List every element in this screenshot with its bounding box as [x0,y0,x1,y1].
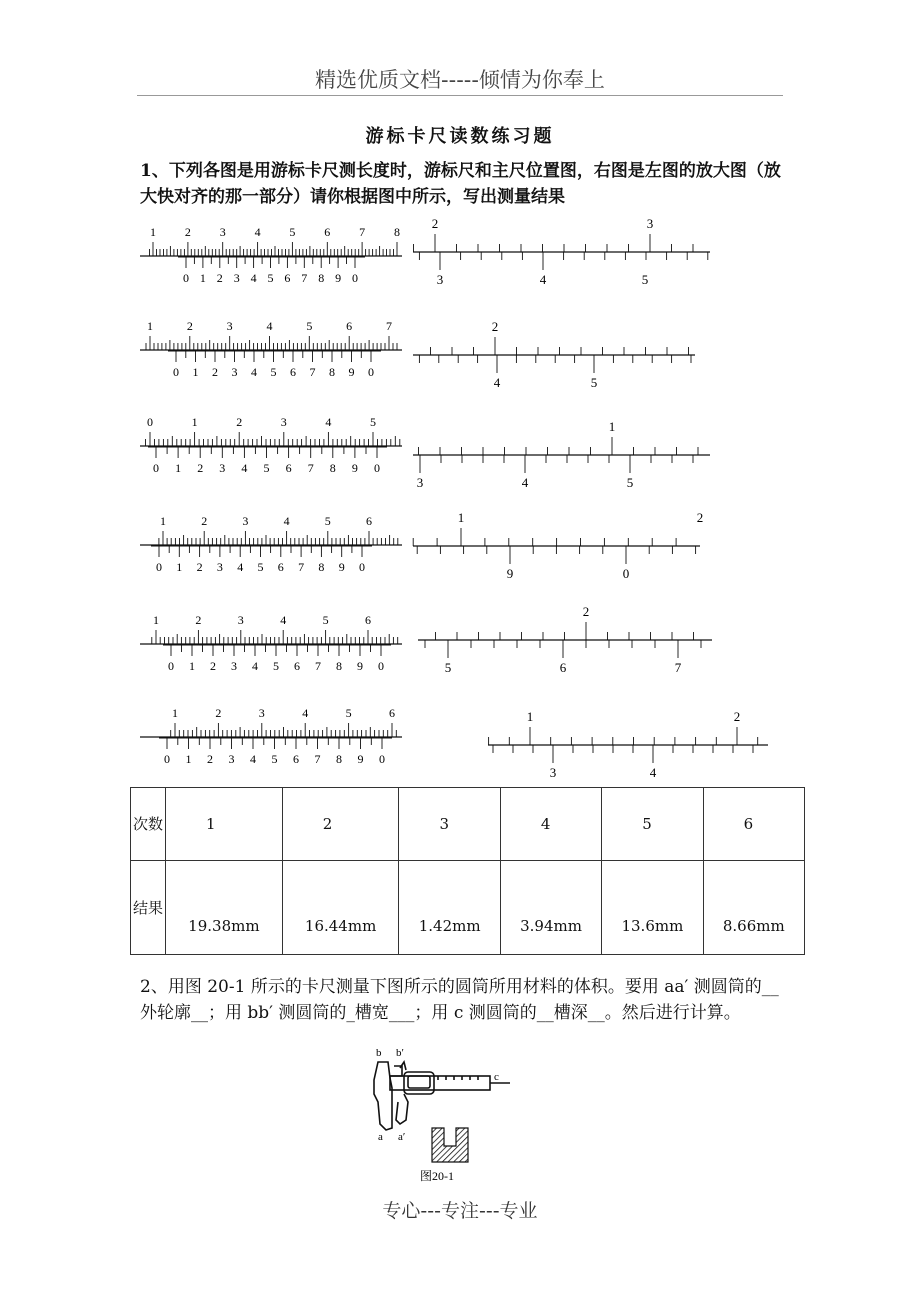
vernier-scale-label: 0 [173,365,179,379]
table-cell: 6 [703,788,804,861]
vernier-scale-label: 5 [257,560,264,574]
main-scale-label: 7 [386,319,392,333]
main-scale-label: 1 [160,514,166,528]
zoom-vernier-label: 5 [626,475,634,490]
vernier-scale-label: 0 [164,752,170,766]
vernier-scale-label: 8 [318,560,325,574]
caliper-label-a: a [378,1131,383,1143]
vernier-figure-3 [140,415,710,490]
table-cell: 5 [602,788,703,861]
caliper-label-b: b [376,1047,382,1059]
main-scale-label: 1 [147,319,153,333]
main-scale-label: 5 [306,319,313,333]
vernier-scale-label: 9 [335,271,342,285]
vernier-scale-label: 5 [267,271,274,285]
zoom-vernier-label: 3 [549,765,557,780]
zoom-vernier-label: 4 [521,475,529,490]
vernier-scale-label: 1 [189,659,195,673]
main-scale-label: 4 [266,319,273,333]
main-scale-label: 2 [236,415,243,429]
main-scale-label: 5 [322,613,329,627]
table-row-numbers [131,788,805,861]
main-scale-label: 3 [219,225,226,239]
main-scale-label: 2 [201,514,208,528]
main-scale-label: 7 [359,225,366,239]
main-scale-label: 6 [324,225,331,239]
zoom-main-label: 3 [646,216,654,231]
vernier-scale-label: 7 [307,461,314,475]
vernier-scale-label: 5 [271,752,278,766]
cylinder-section-icon [432,1128,468,1162]
vernier-scale-label: 4 [252,659,258,673]
vernier-scale-label: 3 [233,271,240,285]
vernier-scale-label: 1 [192,365,199,379]
vernier-scale-label: 6 [284,271,291,285]
vernier-scale-label: 7 [315,659,321,673]
main-scale-label: 3 [242,514,249,528]
main-scale-label: 4 [325,415,332,429]
vernier-scale-label: 4 [251,365,257,379]
vernier-scale-label: 8 [329,365,335,379]
vernier-scale-label: 7 [309,365,316,379]
main-scale-label: 6 [346,319,353,333]
vernier-figure-1 [140,216,710,287]
vernier-scale-label: 7 [301,271,308,285]
vernier-scale-label: 2 [212,365,218,379]
zoom-vernier-label: 6 [559,660,567,675]
header-title: 精选优质文档-----倾情为你奉上 [315,68,605,92]
main-scale-label: 5 [324,514,331,528]
main-scale-label: 1 [191,415,198,429]
vernier-scale-label: 3 [216,560,223,574]
vernier-figure-5 [140,604,712,675]
document-title: 游标卡尺读数练习题 [365,126,555,147]
zoom-vernier-label: 7 [674,660,682,675]
vernier-scale-label: 0 [374,461,380,475]
vernier-scale-label: 2 [207,752,213,766]
vernier-scale-label: 1 [175,461,182,475]
main-scale-label: 4 [254,225,261,239]
zoom-main-label: 2 [582,604,590,619]
vernier-scale-label: 6 [277,560,284,574]
vernier-scale-label: 2 [216,271,223,285]
row-label-result: 结果 [131,861,166,955]
vernier-scale-label: 6 [293,752,299,766]
main-scale-label: 2 [195,613,202,627]
zoom-main-label: 2 [733,709,741,724]
table-cell: 8.66mm [703,861,804,955]
question-2-text: 2、用图 20-1 所示的卡尺测量下图所示的圆筒所用材料的体积。要用 aa′ 测圆筒的__外轮廓__；用 bb′ 测圆筒的_槽宽___；用 c 测圆筒的__槽深__。然后进行计算。 [140,977,779,1023]
vernier-scale-label: 0 [153,461,159,475]
main-scale-label: 5 [289,225,296,239]
main-scale-label: 3 [280,415,287,429]
row-label-count: 次数 [131,788,166,861]
vernier-scale-label: 0 [168,659,174,673]
vernier-scale-label: 9 [348,365,355,379]
main-scale-label: 4 [283,514,290,528]
main-scale-label: 1 [172,706,178,720]
vernier-scale-label: 2 [197,461,204,475]
table-cell: 1.42mm [399,861,500,955]
main-scale-label: 0 [147,415,153,429]
vernier-scale-label: 0 [352,271,358,285]
caliper-illustration [360,1040,520,1190]
vernier-scale-label: 6 [290,365,296,379]
main-scale-label: 3 [258,706,265,720]
question-1-text: 1、下列各图是用游标卡尺测长度时，游标尺和主尺位置图，右图是左图的放大图（放大快对齐的那一部分）请你根据图中所示，写出测量结果 [140,161,781,207]
vernier-scale-label: 4 [241,461,248,475]
main-scale-label: 6 [365,613,371,627]
table-cell: 3 [399,788,500,861]
table-cell: 13.6mm [602,861,703,955]
main-scale-label: 4 [302,706,309,720]
caliper-label-b-prime: b′ [396,1047,404,1059]
vernier-scale-label: 1 [176,560,183,574]
vernier-scale-label: 9 [357,752,364,766]
vernier-scale-label: 0 [379,752,385,766]
vernier-scale-label: 8 [329,461,336,475]
main-scale-label: 8 [394,225,400,239]
vernier-scale-label: 0 [156,560,162,574]
table-cell: 1 [166,788,283,861]
vernier-scale-label: 6 [285,461,292,475]
zoom-vernier-label: 0 [622,566,630,581]
vernier-scale-label: 5 [273,659,279,673]
vernier-scale-label: 3 [228,752,235,766]
vernier-scale-label: 3 [219,461,226,475]
caliper-label-a-prime: a′ [398,1131,406,1143]
vernier-scale-label: 8 [336,659,342,673]
zoom-main-label: 1 [526,709,534,724]
main-scale-label: 5 [345,706,352,720]
zoom-main-label: 2 [491,319,499,334]
main-scale-label: 3 [237,613,244,627]
vernier-scale-label: 0 [359,560,365,574]
zoom-vernier-label: 4 [493,375,501,390]
table-row-results [131,861,805,955]
vernier-scale-label: 7 [298,560,305,574]
vernier-scale-label: 5 [263,461,270,475]
vernier-scale-label: 0 [368,365,374,379]
vernier-scale-label: 9 [351,461,358,475]
vernier-scale-label: 0 [183,271,189,285]
caliper-icon [374,1062,510,1130]
vernier-scale-label: 2 [196,560,203,574]
zoom-vernier-label: 5 [590,375,598,390]
zoom-main-label: 1 [608,419,616,434]
vernier-scale-label: 3 [231,365,238,379]
caliper-label-c: c [494,1071,499,1083]
vernier-scale-label: 2 [210,659,216,673]
footer-text: 专心---专注---专业 [382,1200,538,1222]
zoom-vernier-label: 4 [649,765,657,780]
zoom-vernier-label: 3 [416,475,424,490]
vernier-scale-label: 4 [250,271,257,285]
vernier-scale-label: 9 [357,659,363,673]
table-cell: 4 [500,788,601,861]
vernier-figure-2 [140,319,695,390]
vernier-scale-label: 1 [199,271,206,285]
zoom-vernier-label: 5 [641,272,649,287]
zoom-main-label: 1 [457,510,465,525]
table-cell: 16.44mm [282,861,399,955]
results-table [130,787,805,955]
vernier-scale-label: 5 [270,365,277,379]
table-cell: 2 [282,788,399,861]
table-cell: 19.38mm [166,861,283,955]
vernier-scale-label: 7 [314,752,321,766]
zoom-vernier-label: 4 [539,272,547,287]
vernier-scale-label: 0 [378,659,384,673]
zoom-main-label: 2 [696,510,704,525]
main-scale-label: 6 [389,706,395,720]
vernier-scale-label: 8 [318,271,325,285]
table-cell: 3.94mm [500,861,601,955]
main-scale-label: 2 [186,319,193,333]
main-scale-label: 2 [184,225,191,239]
vernier-scale-label: 3 [231,659,237,673]
vernier-scale-label: 6 [294,659,300,673]
zoom-vernier-label: 3 [436,272,444,287]
vernier-figure-4 [140,510,703,581]
main-scale-label: 5 [370,415,376,429]
vernier-scale-label: 4 [237,560,244,574]
main-scale-label: 4 [280,613,287,627]
zoom-vernier-label: 9 [506,566,514,581]
vernier-scale-label: 1 [185,752,192,766]
main-scale-label: 6 [366,514,372,528]
vernier-scale-label: 4 [250,752,256,766]
zoom-main-label: 2 [431,216,439,231]
vernier-scale-label: 9 [338,560,345,574]
vernier-figure-6 [140,706,768,780]
main-scale-label: 3 [226,319,233,333]
zoom-vernier-label: 5 [444,660,452,675]
main-scale-label: 2 [215,706,222,720]
vernier-scale-label: 8 [336,752,342,766]
main-scale-label: 1 [150,225,156,239]
main-scale-label: 1 [153,613,159,627]
caliper-figure-caption: 图20-1 [420,1169,454,1183]
